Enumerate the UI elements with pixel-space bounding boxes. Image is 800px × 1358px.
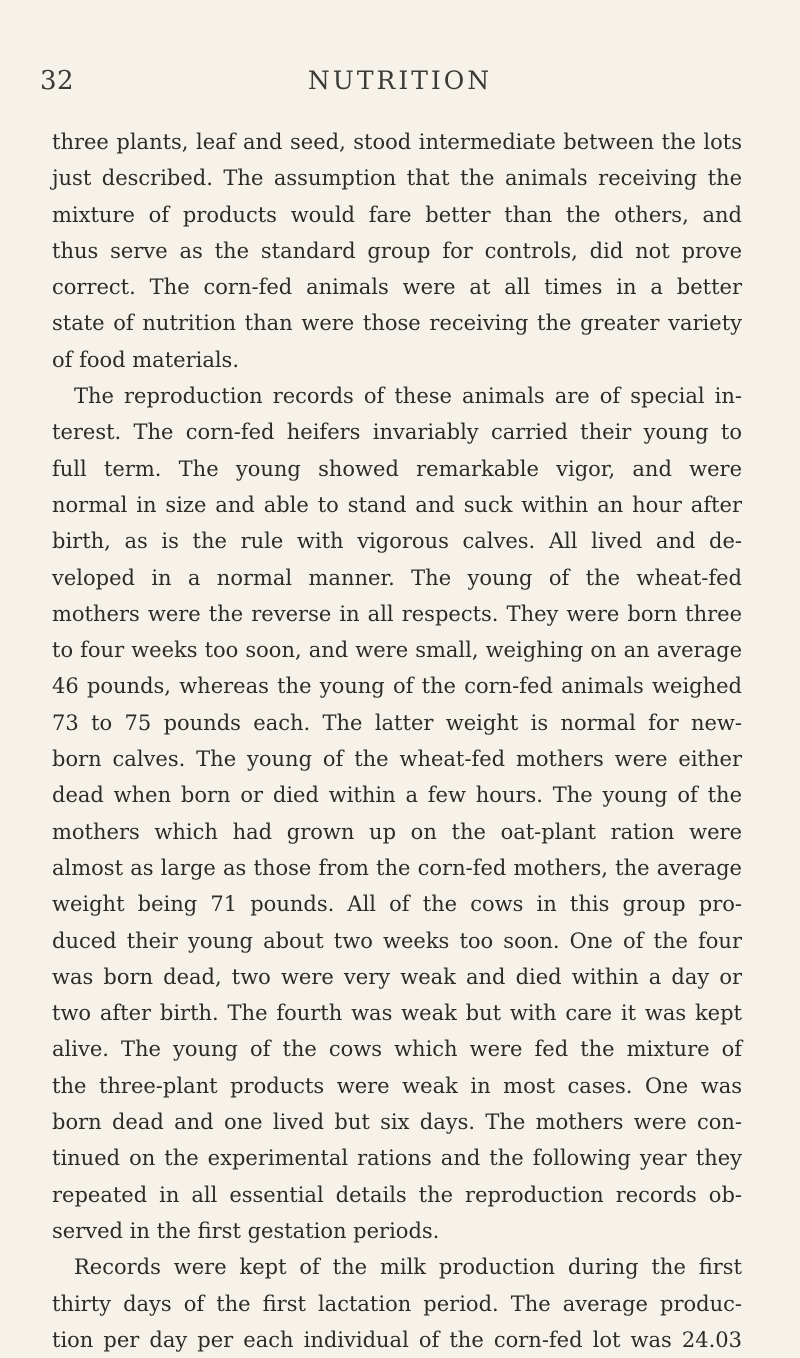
text-line: duced their young about two weeks too soon. One of the four [52, 928, 742, 953]
text-line: The reproduction records of these animals are of special in- [74, 384, 742, 409]
text-line: full term. The young showed remarkable vigor, and were [52, 456, 742, 481]
text-line: mothers which had grown up on the oat-plant ration were [52, 819, 742, 844]
text-line: repeated in all essential details the reproduction records ob- [52, 1182, 742, 1207]
page-number: 32 [40, 66, 75, 96]
text-line: just described. The assumption that the animals receiving the [52, 166, 742, 191]
text-line: alive. The young of the cows which were fed the mixture of [52, 1037, 742, 1062]
text-line: tinued on the experimental rations and the following year they [52, 1146, 742, 1171]
text-line: state of nutrition than were those receiving the greater variety [52, 311, 742, 336]
text-line: 73 to 75 pounds each. The latter weight is normal for new- [52, 710, 742, 735]
text-line: mixture of products would fare better than the others, and [52, 202, 742, 227]
text-line: of food materials. [52, 347, 240, 372]
text-line: served in the first gestation periods. [52, 1218, 440, 1243]
text-line: to four weeks too soon, and were small, weighing on an average [52, 638, 742, 663]
text-line: terest. The corn-fed heifers invariably carried their young to [52, 420, 742, 445]
text-line: mothers were the reverse in all respects. They were born three [52, 601, 742, 626]
text-line: weight being 71 pounds. All of the cows in this group pro- [52, 892, 742, 917]
text-line: normal in size and able to stand and suck within an hour after [52, 492, 742, 517]
text-line: three plants, leaf and seed, stood intermediate between the lots [52, 130, 742, 154]
text-line: tion per day per each individual of the corn-fed lot was 24.03 [52, 1327, 742, 1352]
text-line: thirty days of the first lactation period. The average produc- [52, 1291, 742, 1316]
text-line: veloped in a normal manner. The young of the wheat-fed [52, 565, 742, 590]
text-line: thus serve as the standard group for controls, did not prove [52, 238, 742, 263]
text-line: was born dead, two were very weak and died within a day or [52, 964, 742, 989]
text-line: 46 pounds, whereas the young of the corn-fed animals weighed [52, 674, 742, 699]
text-line: birth, as is the rule with vigorous calves. All lived and de- [52, 529, 742, 554]
page-header [0, 66, 800, 106]
text-line: almost as large as those from the corn-fed mothers, the average [52, 855, 742, 880]
text-line: the three-plant products were weak in most cases. One was [52, 1073, 742, 1098]
running-head: NUTRITION [307, 66, 493, 95]
text-line: correct. The corn-fed animals were at all times in a better [52, 275, 742, 300]
text-line: born calves. The young of the wheat-fed mothers were either [52, 747, 742, 772]
body-text [52, 124, 742, 1358]
text-line: two after birth. The fourth was weak but with care it was kept [52, 1001, 742, 1026]
text-line: born dead and one lived but six days. The mothers were con- [52, 1110, 742, 1135]
text-line: dead when born or died within a few hours. The young of the [52, 783, 742, 808]
text-line: Records were kept of the milk production during the first [74, 1255, 742, 1280]
